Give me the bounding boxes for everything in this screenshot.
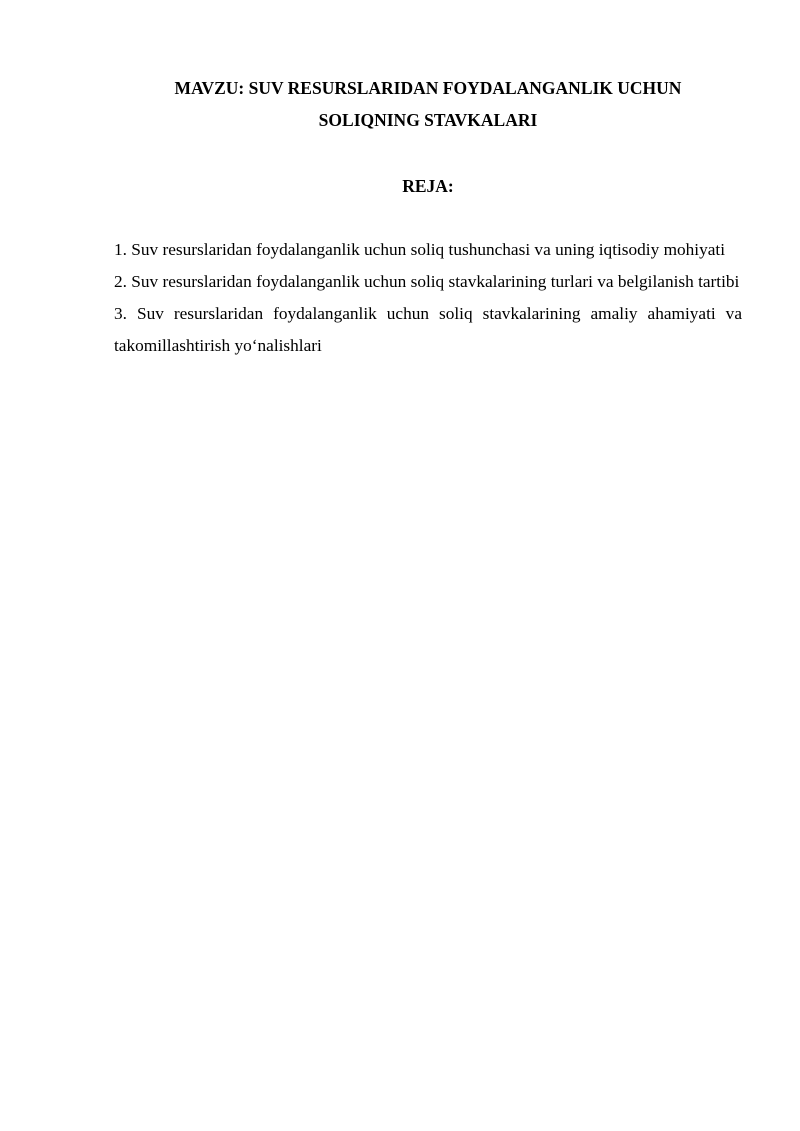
plan-item-1: 1. Suv resurslaridan foydalanganlik uchun soliq tushunchasi va uning iqtisodiy mohiyati bbox=[114, 240, 726, 259]
document-title-line-1: MAVZU: SUV RESURSLARIDAN FOYDALANGANLIK UCHUN bbox=[174, 78, 682, 98]
plan-item-3: 3. Suv resurslaridan foydalanganlik uchun soliq stavkalarining amaliy ahamiyati va takomillashtirish yo‘nalishlari bbox=[114, 304, 742, 355]
plan-list bbox=[114, 234, 742, 362]
document-title-line-2: SOLIQNING STAVKALARI bbox=[318, 110, 538, 130]
plan-item-2: 2. Suv resurslaridan foydalanganlik uchun soliq stavkalarining turlari va belgilanish tartibi bbox=[114, 272, 740, 291]
plan-heading: REJA: bbox=[402, 176, 454, 196]
